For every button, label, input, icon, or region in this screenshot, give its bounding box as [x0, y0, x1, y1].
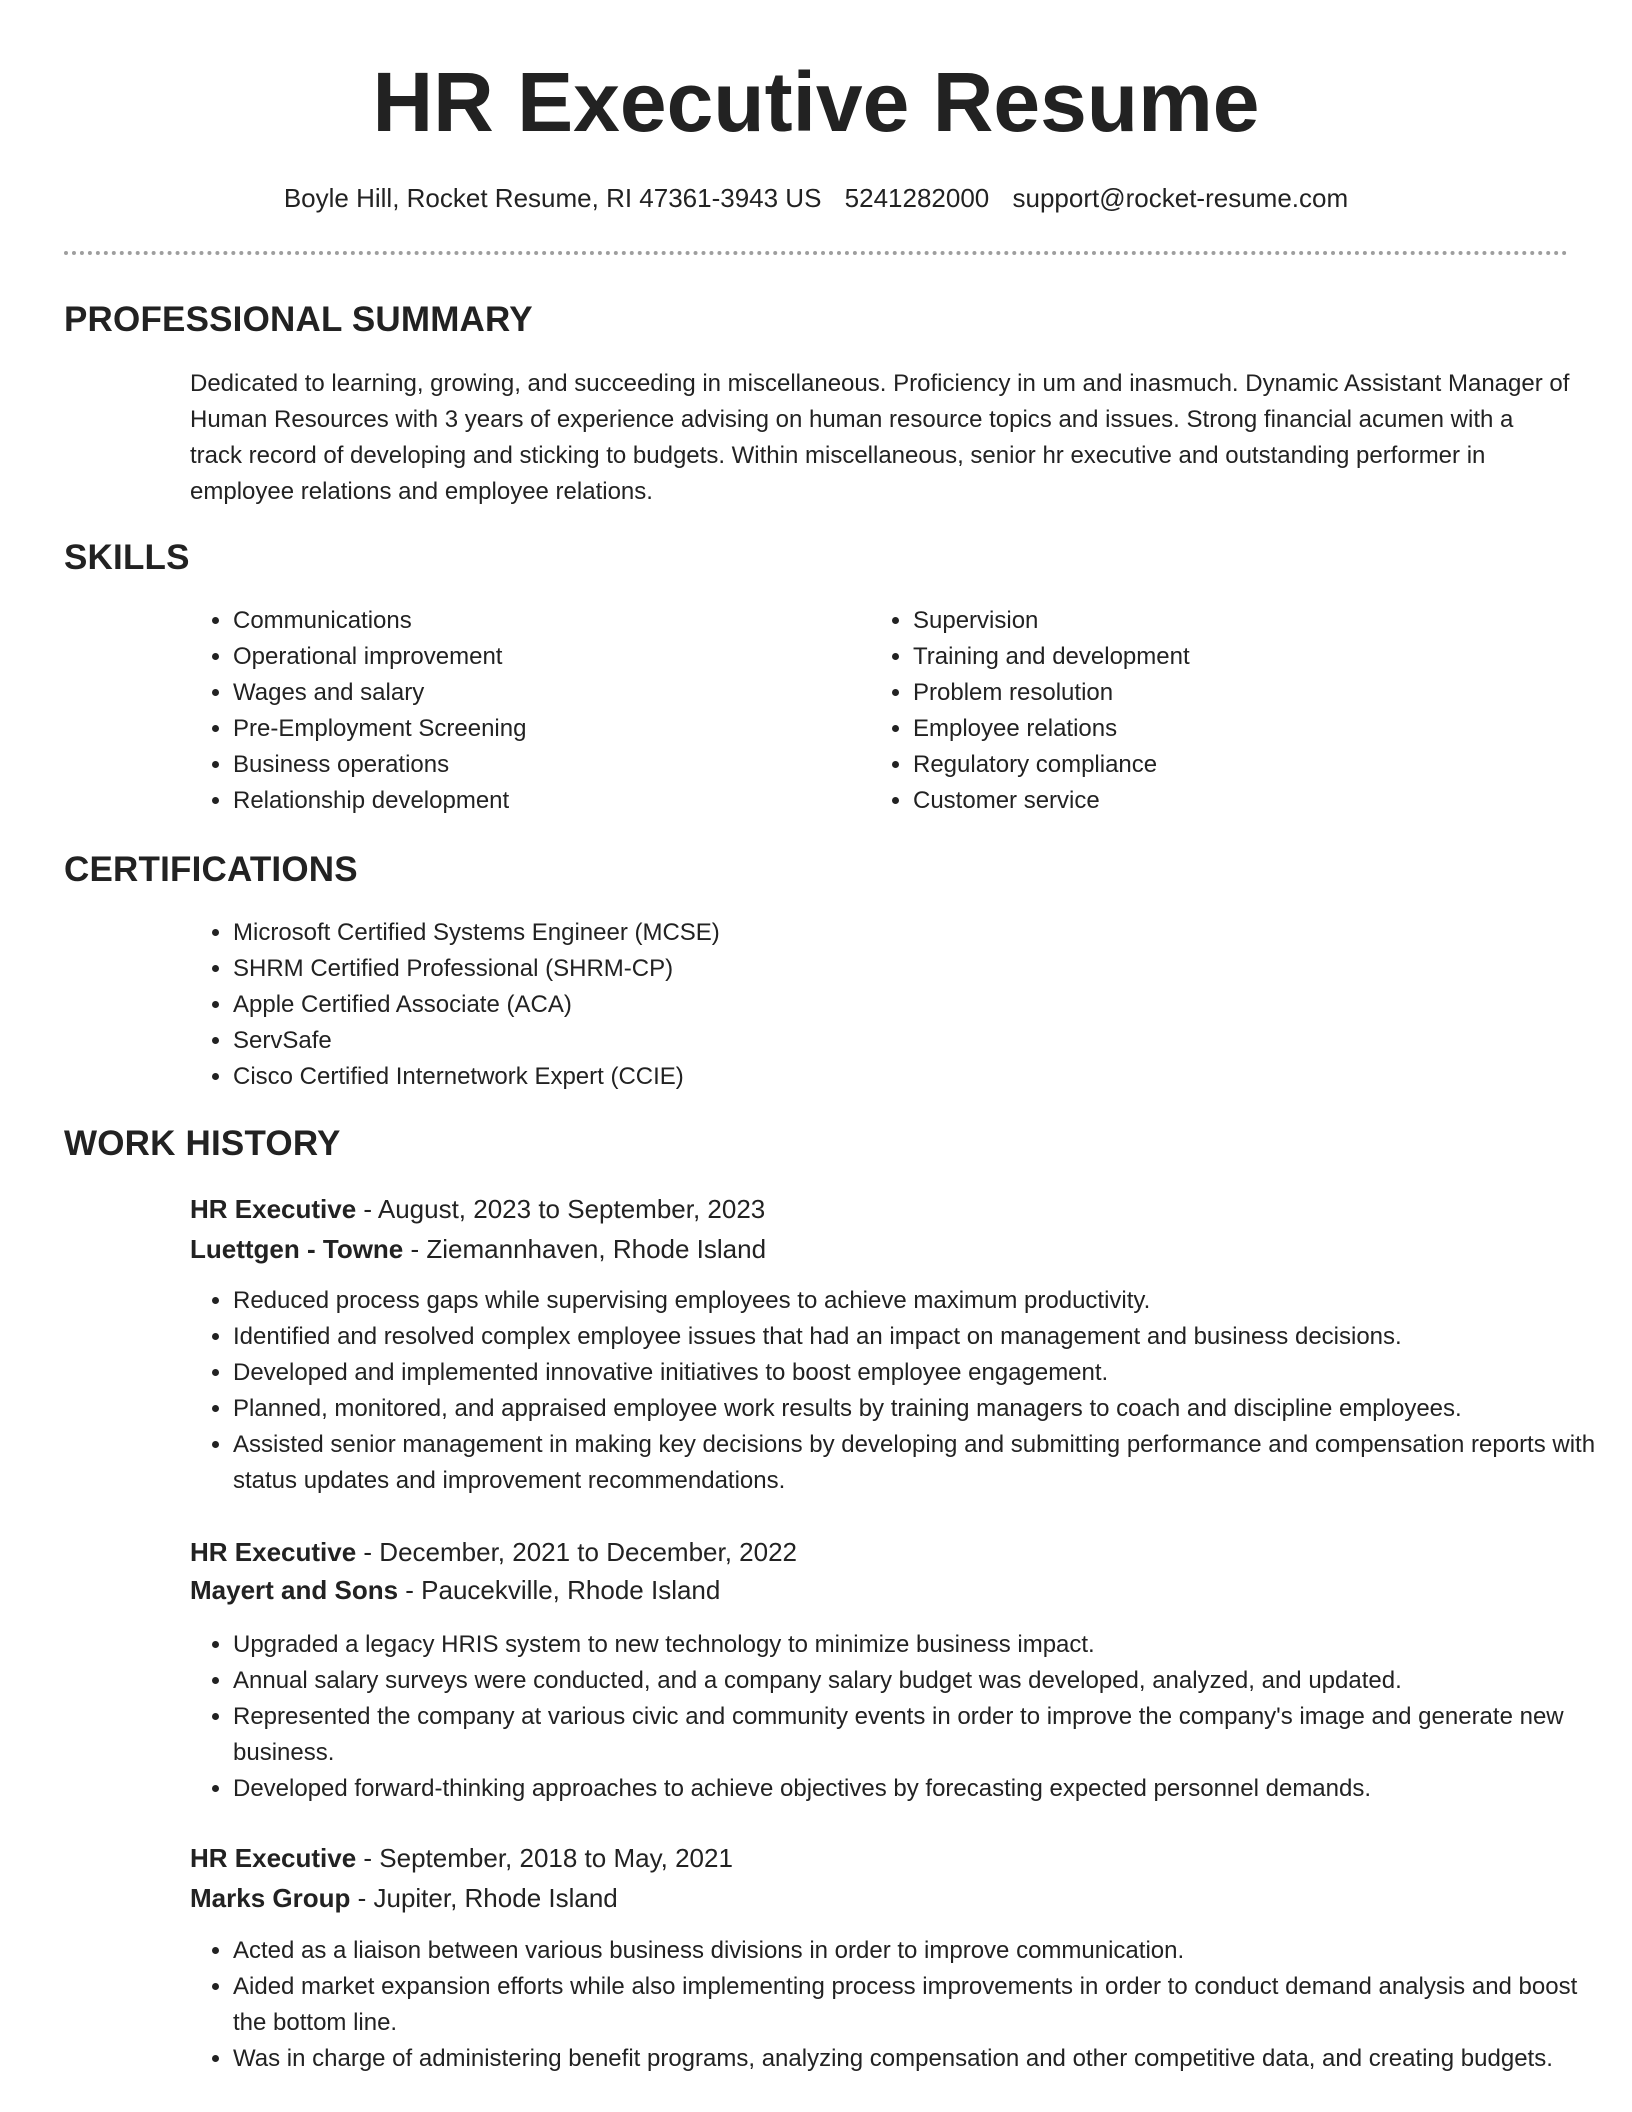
job-title-line — [190, 1190, 765, 1228]
job-bullet: • Acted as a liaison between various business divisions in order to improve communication. — [233, 1933, 1613, 1969]
job-bullet: • Planned, monitored, and appraised employee work results by training managers to coach and discipline employees. — [233, 1391, 1613, 1427]
certification-item: • Apple Certified Associate (ACA) — [233, 987, 1613, 1023]
job-role: HR Executive — [190, 1194, 357, 1224]
job-company: Mayert and Sons — [190, 1575, 399, 1605]
skill-item: • Business operations — [233, 747, 853, 783]
job-separator: - — [398, 1575, 422, 1605]
job-separator: - — [350, 1883, 374, 1913]
job-bullet: • Represented the company at various civic and community events in order to improve the company's image and generate new business. — [233, 1699, 1613, 1771]
job-separator: - — [403, 1234, 427, 1264]
job-bullet: • Developed forward-thinking approaches to achieve objectives by forecasting expected personnel demands. — [233, 1771, 1613, 1807]
skill-item: • Problem resolution — [913, 675, 1563, 711]
skill-item: • Relationship development — [233, 783, 853, 819]
skill-item: • Regulatory compliance — [913, 747, 1563, 783]
job-company: Luettgen - Towne — [190, 1234, 404, 1264]
contact-phone: 5241282000 — [844, 183, 990, 213]
job-bullet: • Upgraded a legacy HRIS system to new technology to minimize business impact. — [233, 1627, 1613, 1663]
job-bullet: • Was in charge of administering benefit programs, analyzing compensation and other competitive data, and creating budgets. — [233, 2041, 1613, 2077]
section-title-skills: SKILLS — [64, 538, 190, 577]
skill-item: • Supervision — [913, 603, 1563, 639]
skills-list-right — [870, 603, 1563, 819]
section-title-work-history: WORK HISTORY — [64, 1124, 341, 1163]
job-company-line — [190, 1879, 618, 1917]
resume-title: HR Executive Resume — [372, 55, 1260, 149]
contact-address: Boyle Hill, Rocket Resume, RI 47361-3943 US — [283, 183, 822, 213]
job-role: HR Executive — [190, 1537, 357, 1567]
job-dates: August, 2023 to September, 2023 — [377, 1194, 766, 1224]
section-title-certifications: CERTIFICATIONS — [64, 850, 358, 889]
skill-item: • Customer service — [913, 783, 1563, 819]
job-separator: - — [356, 1537, 380, 1567]
job-location: Paucekville, Rhode Island — [421, 1575, 721, 1605]
job-bullets — [190, 1627, 1613, 1807]
job-title-line — [190, 1839, 733, 1877]
job-separator: - — [356, 1194, 378, 1224]
job-company-line — [190, 1230, 766, 1268]
job-bullet: • Assisted senior management in making key decisions by developing and submitting performance and compensation reports with status updates and improvement recommendations. — [233, 1427, 1613, 1499]
certification-item: • Microsoft Certified Systems Engineer (MCSE) — [233, 915, 1613, 951]
job-bullet: • Identified and resolved complex employee issues that had an impact on management and business decisions. — [233, 1319, 1613, 1355]
job-bullet: • Aided market expansion efforts while also implementing process improvements in order to conduct demand analysis and boost the bottom line. — [233, 1969, 1613, 2041]
job-location: Jupiter, Rhode Island — [373, 1883, 618, 1913]
contact-line — [0, 180, 1632, 216]
job-location: Ziemannhaven, Rhode Island — [426, 1234, 767, 1264]
section-title-summary: PROFESSIONAL SUMMARY — [64, 300, 533, 339]
header-divider — [64, 251, 1568, 255]
job-company-line — [190, 1571, 720, 1609]
job-company: Marks Group — [190, 1883, 351, 1913]
skill-item: • Employee relations — [913, 711, 1563, 747]
skill-item: • Operational improvement — [233, 639, 853, 675]
job-dates: September, 2018 to May, 2021 — [379, 1843, 733, 1873]
job-bullets — [190, 1933, 1613, 2077]
certification-item: • ServSafe — [233, 1023, 1613, 1059]
job-bullets — [190, 1283, 1613, 1499]
summary-text: Dedicated to learning, growing, and succeeding in miscellaneous. Proficiency in um and inasmuch. Dynamic Assistant Manager of Human Resources with 3 years of experience advising on human resource topics and issues. Strong financial acumen with a track record of developing and sticking to budgets. Within miscellaneous, senior hr executive and outstanding performer in employee relations and employee relations. — [190, 370, 1570, 505]
skills-list-left — [190, 603, 853, 819]
certification-item: • SHRM Certified Professional (SHRM-CP) — [233, 951, 1613, 987]
skill-item: • Communications — [233, 603, 853, 639]
job-dates: December, 2021 to December, 2022 — [379, 1537, 797, 1567]
job-separator: - — [356, 1843, 380, 1873]
skill-item: • Wages and salary — [233, 675, 853, 711]
job-bullet: • Developed and implemented innovative initiatives to boost employee engagement. — [233, 1355, 1613, 1391]
certifications-list — [190, 915, 1613, 1095]
contact-email: support@rocket-resume.com — [1012, 183, 1349, 213]
job-bullet: • Annual salary surveys were conducted, and a company salary budget was developed, analyzed, and updated. — [233, 1663, 1613, 1699]
job-bullet: • Reduced process gaps while supervising employees to achieve maximum productivity. — [233, 1283, 1613, 1319]
skill-item: • Training and development — [913, 639, 1563, 675]
skill-item: • Pre-Employment Screening — [233, 711, 853, 747]
job-role: HR Executive — [190, 1843, 357, 1873]
job-title-line — [190, 1533, 797, 1571]
certification-item: • Cisco Certified Internetwork Expert (CCIE) — [233, 1059, 1613, 1095]
